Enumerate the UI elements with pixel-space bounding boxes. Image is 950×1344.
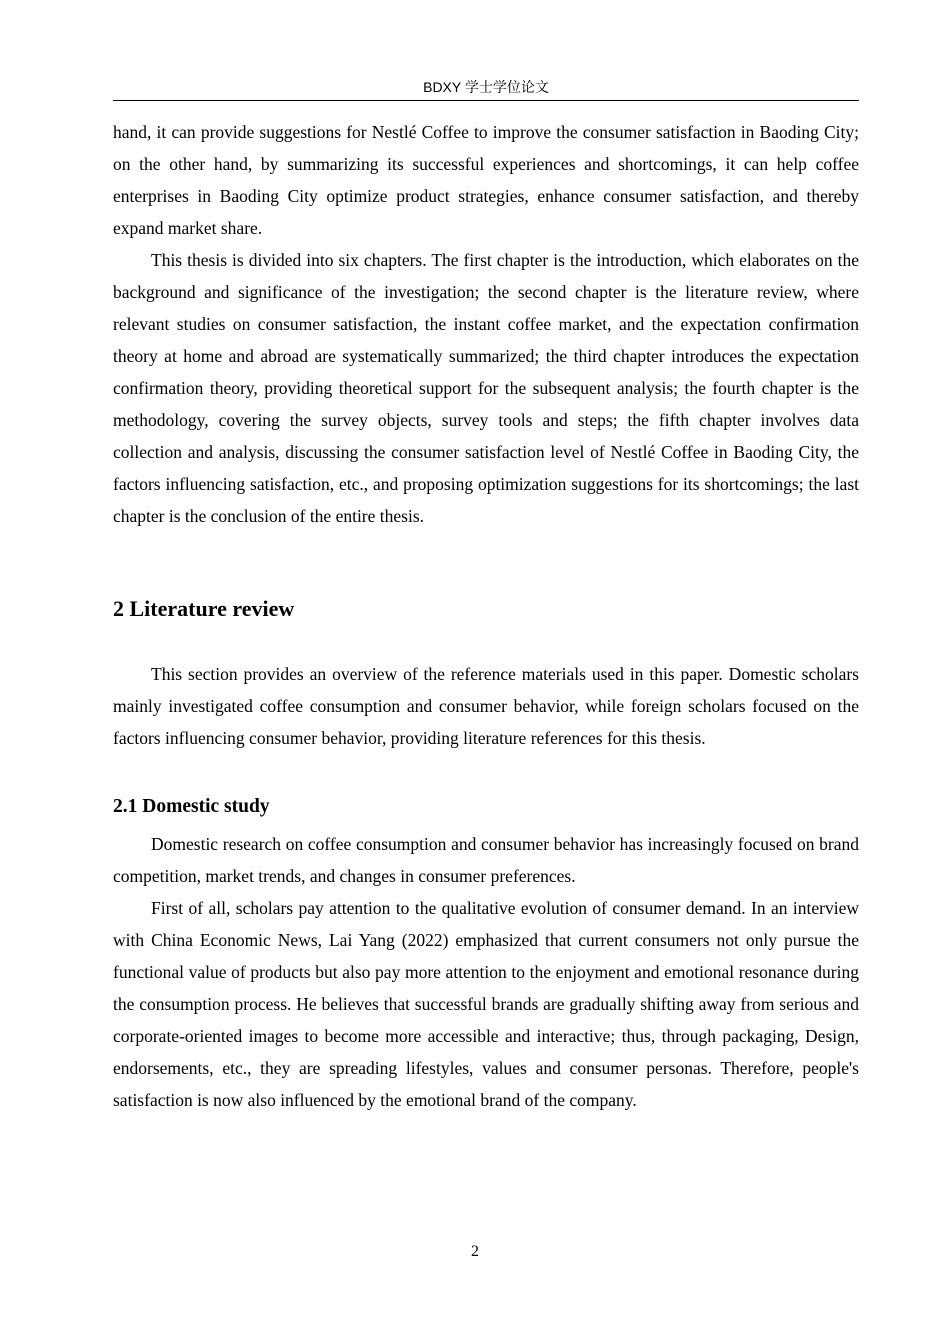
paragraph-continuation: hand, it can provide suggestions for Nestlé Coffee to improve the consumer satisfaction in Baoding City; on the other hand, by summarizing its successful experiences and shortcomings, it can help coffee enterprises in Baoding City optimize product strategies, enhance consumer satisfaction, and thereby expand market share. [113,122,859,238]
section-heading-literature-review: 2 Literature review [113,596,295,621]
header-title: BDXY 学士学位论文 [423,79,549,95]
page-body [113,116,859,1116]
page-header [113,76,859,101]
paragraph-thesis-structure: This thesis is divided into six chapters. The first chapter is the introduction, which elaborates on the background and significance of the investigation; the second chapter is the literature review, where relevant studies on consumer satisfaction, the instant coffee market, and the expectation confirmation theory at home and abroad are systematically summarized; the third chapter introduces the expectation confirmation theory, providing theoretical support for the subsequent analysis; the fourth chapter is the methodology, covering the survey objects, survey tools and steps; the fifth chapter involves data collection and analysis, discussing the consumer satisfaction level of Nestlé Coffee in Baoding City, the factors influencing satisfaction, etc., and proposing optimization suggestions for its shortcomings; the last chapter is the conclusion of the entire thesis. [113,250,859,526]
paragraph-domestic-research: Domestic research on coffee consumption and consumer behavior has increasingly focused on brand competition, market trends, and changes in consumer preferences. [113,834,859,886]
subsection-heading-domestic-study: 2.1 Domestic study [113,796,270,817]
page-number: 2 [471,1243,479,1260]
paragraph-section-overview: This section provides an overview of the reference materials used in this paper. Domestic scholars mainly investigated coffee consumption and consumer behavior, while foreign scholars focused on the factors influencing consumer behavior, providing literature references for this thesis. [113,664,859,748]
paragraph-consumer-demand: First of all, scholars pay attention to the qualitative evolution of consumer demand. In an interview with China Economic News, Lai Yang (2022) emphasized that current consumers not only pursue the functional value of products but also pay more attention to the enjoyment and emotional resonance during the consumption process. He believes that successful brands are gradually shifting away from serious and corporate-oriented images to become more accessible and interactive; thus, through packaging, Design, endorsements, etc., they are spreading lifestyles, values and consumer personas. Therefore, people's satisfaction is now also influenced by the emotional brand of the company. [113,898,859,1110]
